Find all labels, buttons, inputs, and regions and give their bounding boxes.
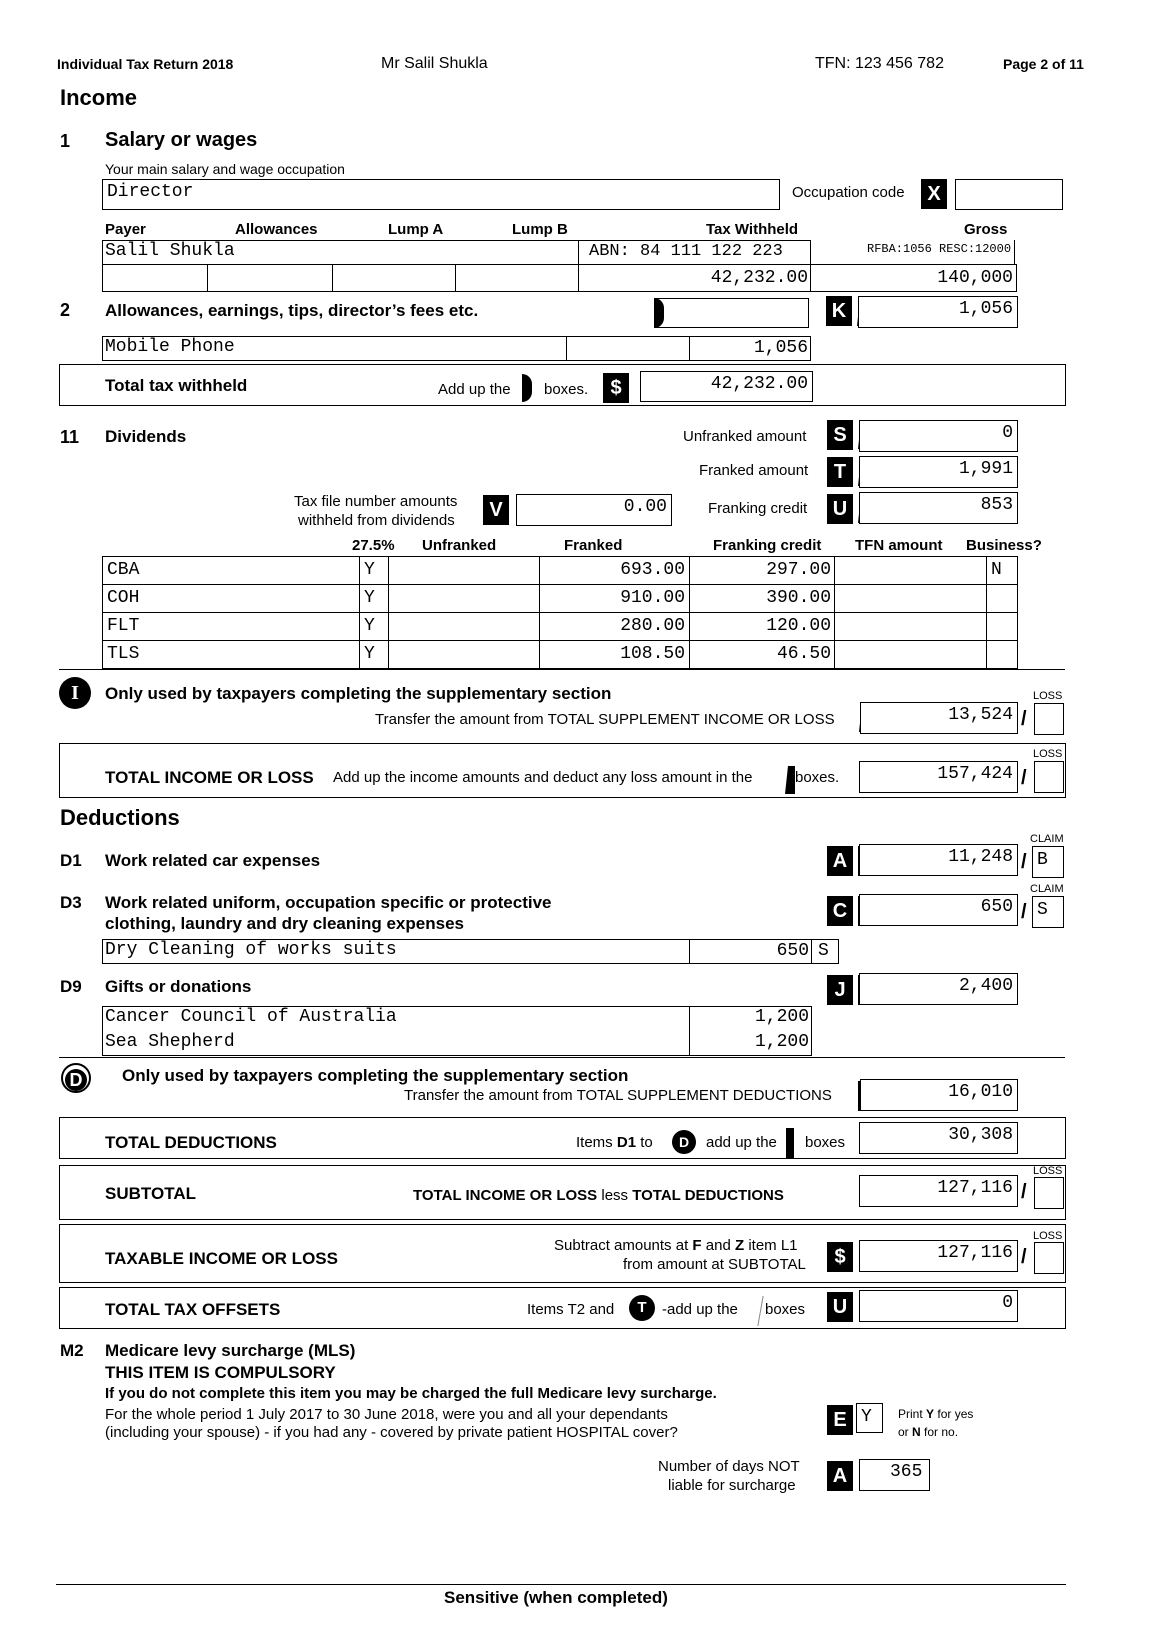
item-1-number: 1 [60,131,71,151]
dividend-rate: Y [364,616,375,636]
supplement-loss-field[interactable] [1034,703,1064,735]
col-gross: Gross [964,221,1008,238]
income-heading: Income [60,85,138,110]
code-t-icon: T [827,457,853,487]
dividend-name-cell[interactable] [102,640,360,669]
col-unfranked: Unfranked [422,537,497,554]
dividend-franked-cell[interactable] [539,584,690,613]
subtotal-desc-1: TOTAL INCOME OR LOSS [413,1187,598,1204]
code-k-icon: K [826,296,852,326]
d9-item-1-name: Cancer Council of Australia [105,1007,397,1027]
allowances-title: Allowances, earnings, tips, director’s fees etc. [105,301,479,320]
subtotal-desc-3: TOTAL DEDUCTIONS [632,1187,784,1204]
dividend-rate-cell[interactable] [359,640,389,669]
code-a-icon: A [827,1461,853,1491]
m2-number: M2 [60,1341,84,1360]
total-tax-withheld-label: Total tax withheld [105,376,248,395]
franking-credit-amount: 853 [980,495,1013,515]
dividend-franked: 910.00 [620,588,685,608]
days-field[interactable] [859,1459,930,1491]
d3-title-1: Work related uniform, occupation specific or protective [105,893,552,912]
supplement-deductions-field[interactable] [860,1079,1018,1111]
d3-claim-code: S [1037,900,1048,920]
franking-credit-field[interactable] [859,492,1018,524]
dividend-business-cell[interactable] [986,612,1018,641]
code-dollar-icon: $ [827,1242,853,1272]
tax-offsets-items: Items T2 and [527,1301,615,1318]
d9-number: D9 [60,977,82,996]
item2-tax-field[interactable] [654,298,809,328]
slash-separator: / [1021,1181,1027,1203]
subtotal-field[interactable] [859,1175,1018,1207]
dividend-business: N [991,560,1002,580]
d9-item-1-amount: 1,200 [754,1007,809,1027]
boxes-label: boxes. [544,381,589,398]
hospital-cover-answer: Y [861,1407,872,1427]
subtotal-label: SUBTOTAL [105,1184,196,1203]
dividend-tfn-cell[interactable] [834,612,987,641]
col-lump-b: Lump B [512,221,568,238]
d9-item-2-amount: 1,200 [754,1032,809,1052]
supplement-i-icon: I [59,677,91,709]
col-allowances: Allowances [235,221,318,238]
dividend-credit-cell[interactable] [689,640,835,669]
m2-title: Medicare levy surcharge (MLS) [105,1341,356,1360]
no-hint [898,1425,958,1439]
supplement-deductions-transfer: Transfer the amount from TOTAL SUPPLEMENT DEDUCTIONS [404,1087,832,1104]
supplement-income-amount: 13,524 [948,705,1013,725]
total-deductions-label: TOTAL DEDUCTIONS [105,1133,277,1152]
hint-print: Print [898,1407,923,1421]
hospital-cover-field[interactable] [856,1403,883,1433]
payer-field[interactable] [102,240,579,265]
slash-separator: / [1021,1246,1027,1268]
d9-item-2-name: Sea Shepherd [105,1032,235,1052]
total-deductions-add: add up the [706,1134,777,1151]
rfba-value: RFBA:1056 RESC:12000 [867,242,1012,256]
dividend-unfranked-cell[interactable] [388,556,540,585]
d9-amount-field[interactable] [859,973,1018,1005]
total-income-loss-field[interactable] [1034,761,1064,793]
col-franking-credit: Franking credit [713,537,822,554]
loss-label: LOSS [1033,690,1063,702]
dividend-credit: 120.00 [766,616,831,636]
taxable-desc-1 [554,1237,798,1254]
d3-amount: 650 [980,897,1013,917]
d3-title-2: clothing, laundry and dry cleaning expenses [105,914,464,933]
item-11-number: 11 [60,427,80,447]
dividend-business-cell[interactable] [986,556,1018,585]
supplement-income-field[interactable] [860,702,1018,734]
m2-question-2: (including your spouse) - if you had any - covered by private patient HOSPITAL cover? [105,1424,678,1441]
col-franked: Franked [564,537,623,554]
add-up-label: Add up the [438,381,511,398]
occupation-value: Director [107,182,194,202]
dividend-unfranked-cell[interactable] [388,640,540,669]
total-tax-amount: 42,232.00 [710,374,808,394]
dividend-unfranked-cell[interactable] [388,612,540,641]
bar-icon [786,1128,794,1158]
tfn: TFN: 123 456 782 [815,55,944,72]
occupation-label: Your main salary and wage occupation [105,161,345,177]
blank-payer-cell [102,264,208,292]
d9-title: Gifts or donations [105,977,252,996]
subtotal-desc [413,1187,784,1204]
dividend-name: TLS [107,644,140,664]
allowances-amount: 1,056 [958,299,1013,319]
supplement-deductions-title: Only used by taxpayers completing the supplementary section [122,1066,629,1085]
dividend-name-cell[interactable] [102,584,360,613]
dividend-rate: Y [364,644,375,664]
code-j-icon: J [827,975,853,1005]
d3-desc: Dry Cleaning of works suits [105,940,397,960]
total-income-label: TOTAL INCOME OR LOSS [105,768,314,787]
allowances-field[interactable] [207,264,333,292]
taxable-loss-field[interactable] [1034,1242,1064,1274]
footer-divider [56,1584,1066,1585]
dividend-franked: 693.00 [620,560,685,580]
lump-b-field[interactable] [455,264,579,292]
unfranked-amount-field[interactable] [859,420,1018,452]
loss-label: LOSS [1033,748,1063,760]
f-ref: F [692,1237,702,1254]
tax-offsets-amount: 0 [1002,1293,1013,1313]
code-e-icon: E [827,1405,853,1435]
z-ref: Z [734,1237,745,1254]
dividend-franked-cell[interactable] [539,612,690,641]
yes-hint [898,1407,973,1421]
deductions-heading: Deductions [60,805,180,830]
d-circle-icon: D [672,1130,696,1154]
total-tax-field[interactable] [640,371,813,402]
code-s-icon: S [827,420,853,450]
m2-warning: If you do not complete this item you may be charged the full Medicare levy surcharge. [105,1385,717,1402]
divider [59,1057,1065,1058]
subtotal-amount: 127,116 [937,1178,1013,1198]
dividend-rate-cell[interactable] [359,584,389,613]
divider [59,669,1065,670]
salary-title: Salary or wages [105,129,258,151]
and-text: and [705,1237,731,1254]
dividend-credit: 46.50 [776,644,831,664]
d3-desc-code: S [818,941,829,961]
days-value: 365 [890,1462,923,1482]
days-label-1: Number of days NOT [658,1458,800,1475]
payer-value: Salil Shukla [105,241,235,261]
supplement-d-letter: D [65,1069,87,1091]
franked-amount-label: Franked amount [699,462,809,479]
unfranked-amount: 0 [1002,423,1013,443]
dividend-credit: 297.00 [766,560,831,580]
code-v-icon: V [483,495,509,525]
rfba-divider [1014,240,1016,265]
dividend-credit-cell[interactable] [689,584,835,613]
d3-desc-code-field[interactable] [811,939,839,964]
dividend-credit-cell[interactable] [689,612,835,641]
total-income-amount: 157,424 [937,764,1013,784]
dividend-franked: 108.50 [620,644,685,664]
dividend-rate-cell[interactable] [359,556,389,585]
gross-value: 140,000 [937,268,1013,288]
col-payer: Payer [105,221,146,238]
d1-number: D1 [60,851,82,870]
form-title: Individual Tax Return 2018 [57,56,234,72]
dividend-tfn-cell[interactable] [834,584,987,613]
dividend-business-cell[interactable] [986,640,1018,669]
dividends-title: Dividends [105,427,187,446]
dividend-name-cell[interactable] [102,556,360,585]
franked-amount: 1,991 [958,459,1013,479]
code-dollar-icon: $ [603,373,629,403]
loss-label: LOSS [1033,1230,1063,1242]
d9-amount: 2,400 [958,976,1013,996]
col-rate: 27.5% [352,537,395,554]
claim-label: CLAIM [1030,833,1064,845]
loss-label: LOSS [1033,1165,1063,1177]
allowance-amount-field[interactable] [689,336,811,361]
taxable-desc-1b: item L1 [748,1237,798,1254]
hint-n: N [912,1425,921,1439]
col-lump-a: Lump A [388,221,444,238]
franking-credit-label: Franking credit [708,500,808,517]
dividend-name-cell[interactable] [102,612,360,641]
d1-amount: 11,248 [948,847,1013,867]
allowance-desc-field[interactable] [102,336,567,361]
supplement-income-title: Only used by taxpayers completing the supplementary section [105,684,612,703]
slash-separator: / [1021,708,1027,730]
dividend-business-cell[interactable] [986,584,1018,613]
dividend-franked-cell[interactable] [539,640,690,669]
total-deductions-field[interactable] [859,1122,1018,1154]
dividend-rate: Y [364,588,375,608]
d3-desc-field[interactable] [102,939,690,964]
tax-offsets-label: TOTAL TAX OFFSETS [105,1300,281,1319]
subtotal-loss-field[interactable] [1034,1177,1064,1209]
occupation-field[interactable] [102,179,780,210]
t-circle-icon: T [629,1295,655,1321]
abn-field[interactable] [578,240,811,265]
d9-names-field[interactable] [102,1006,690,1056]
d1-claim-code: B [1037,850,1048,870]
supplement-income-transfer: Transfer the amount from TOTAL SUPPLEMENT INCOME OR LOSS [375,711,835,728]
slash-separator: / [1021,901,1027,923]
dividend-credit: 390.00 [766,588,831,608]
total-income-desc: Add up the income amounts and deduct any loss amount in the [333,769,753,786]
col-business: Business? [966,537,1042,554]
tax-withheld-value: 42,232.00 [710,268,808,288]
d3-number: D3 [60,893,82,912]
hint-no: for no. [924,1425,959,1439]
claim-label: CLAIM [1030,883,1064,895]
taxable-income-label: TAXABLE INCOME OR LOSS [105,1249,338,1268]
m2-question-1: For the whole period 1 July 2017 to 30 June 2018, were you and all your dependants [105,1406,668,1423]
allowance-desc: Mobile Phone [105,337,235,357]
items-text: Items [576,1134,613,1151]
supplement-d-icon [61,1063,91,1093]
supplement-deductions-amount: 16,010 [948,1082,1013,1102]
dividend-rate: Y [364,560,375,580]
lump-a-field[interactable] [332,264,456,292]
item-2-number: 2 [60,300,71,320]
dividend-franked-cell[interactable] [539,556,690,585]
tfn-withheld-label-1: Tax file number amounts [294,493,458,510]
dividend-rate-cell[interactable] [359,612,389,641]
dividend-tfn-cell[interactable] [834,640,987,669]
d1-claim-field[interactable] [1032,846,1064,878]
dividend-franked: 280.00 [620,616,685,636]
m2-compulsory: THIS ITEM IS COMPULSORY [105,1363,336,1382]
taxable-desc-1a: Subtract amounts at [554,1237,689,1254]
franked-amount-field[interactable] [859,456,1018,488]
occupation-code-field[interactable] [955,179,1063,210]
taxable-desc-2: from amount at SUBTOTAL [623,1256,806,1273]
code-x-icon: X [921,179,947,209]
d9-amounts-field[interactable] [689,1006,812,1056]
dividend-name: CBA [107,560,140,580]
dividend-name: COH [107,588,140,608]
dividend-name: FLT [107,616,140,636]
total-income-boxes: boxes. [795,769,840,786]
tax-offsets-field[interactable] [859,1290,1018,1322]
gross-field[interactable] [810,264,1017,292]
days-label-2: liable for surcharge [668,1477,796,1494]
taxable-income-amount: 127,116 [937,1243,1013,1263]
tax-offsets-add: -add up the [662,1301,738,1318]
footer-text: Sensitive (when completed) [444,1588,668,1607]
total-deductions-boxes: boxes [805,1134,846,1151]
to-text: to [640,1134,653,1151]
d3-desc-amount: 650 [776,941,809,961]
abn-value: ABN: 84 111 122 223 [589,242,783,261]
page-number: Page 2 of 11 [1003,56,1084,72]
col-tfn-amount: TFN amount [855,537,943,554]
taxable-income-field[interactable] [859,1240,1018,1272]
hint-or: or [898,1425,909,1439]
dividend-unfranked-cell[interactable] [388,584,540,613]
dividend-tfn-cell[interactable] [834,556,987,585]
code-u-icon: U [827,494,853,524]
d1-amount-field[interactable] [859,844,1018,876]
total-income-field[interactable] [859,761,1018,793]
tax-offsets-boxes: boxes [765,1301,806,1318]
d1-title: Work related car expenses [105,851,321,870]
d3-amount-field[interactable] [859,894,1018,926]
tfn-withheld-field[interactable] [516,494,672,526]
occupation-code-label: Occupation code [792,184,905,201]
d1-ref: D1 [616,1134,637,1151]
tax-withheld-field[interactable] [578,264,811,292]
allowance-amount: 1,056 [753,338,808,358]
hint-y: Y [926,1407,935,1421]
total-deductions-amount: 30,308 [948,1125,1013,1145]
allowances-amount-field[interactable] [858,296,1018,328]
d3-desc-amount-field[interactable] [689,939,812,964]
d3-claim-field[interactable] [1032,896,1064,928]
tfn-withheld-label-2: withheld from dividends [298,512,455,529]
subtotal-desc-2: less [601,1187,629,1204]
total-deductions-items [576,1134,653,1151]
slash-separator: / [1021,851,1027,873]
code-a-icon: A [827,846,853,876]
tfn-withheld-amount: 0.00 [623,497,667,517]
taxpayer-name: Mr Salil Shukla [381,55,488,72]
unfranked-amount-label: Unfranked amount [683,428,807,445]
code-u-icon: U [827,1292,853,1322]
col-tax-withheld: Tax Withheld [706,221,799,238]
allowance-blank-field[interactable] [566,336,690,361]
hint-yes: for yes [937,1407,974,1421]
slash-separator: / [1021,767,1027,789]
dividend-credit-cell[interactable] [689,556,835,585]
code-c-icon: C [827,896,853,926]
